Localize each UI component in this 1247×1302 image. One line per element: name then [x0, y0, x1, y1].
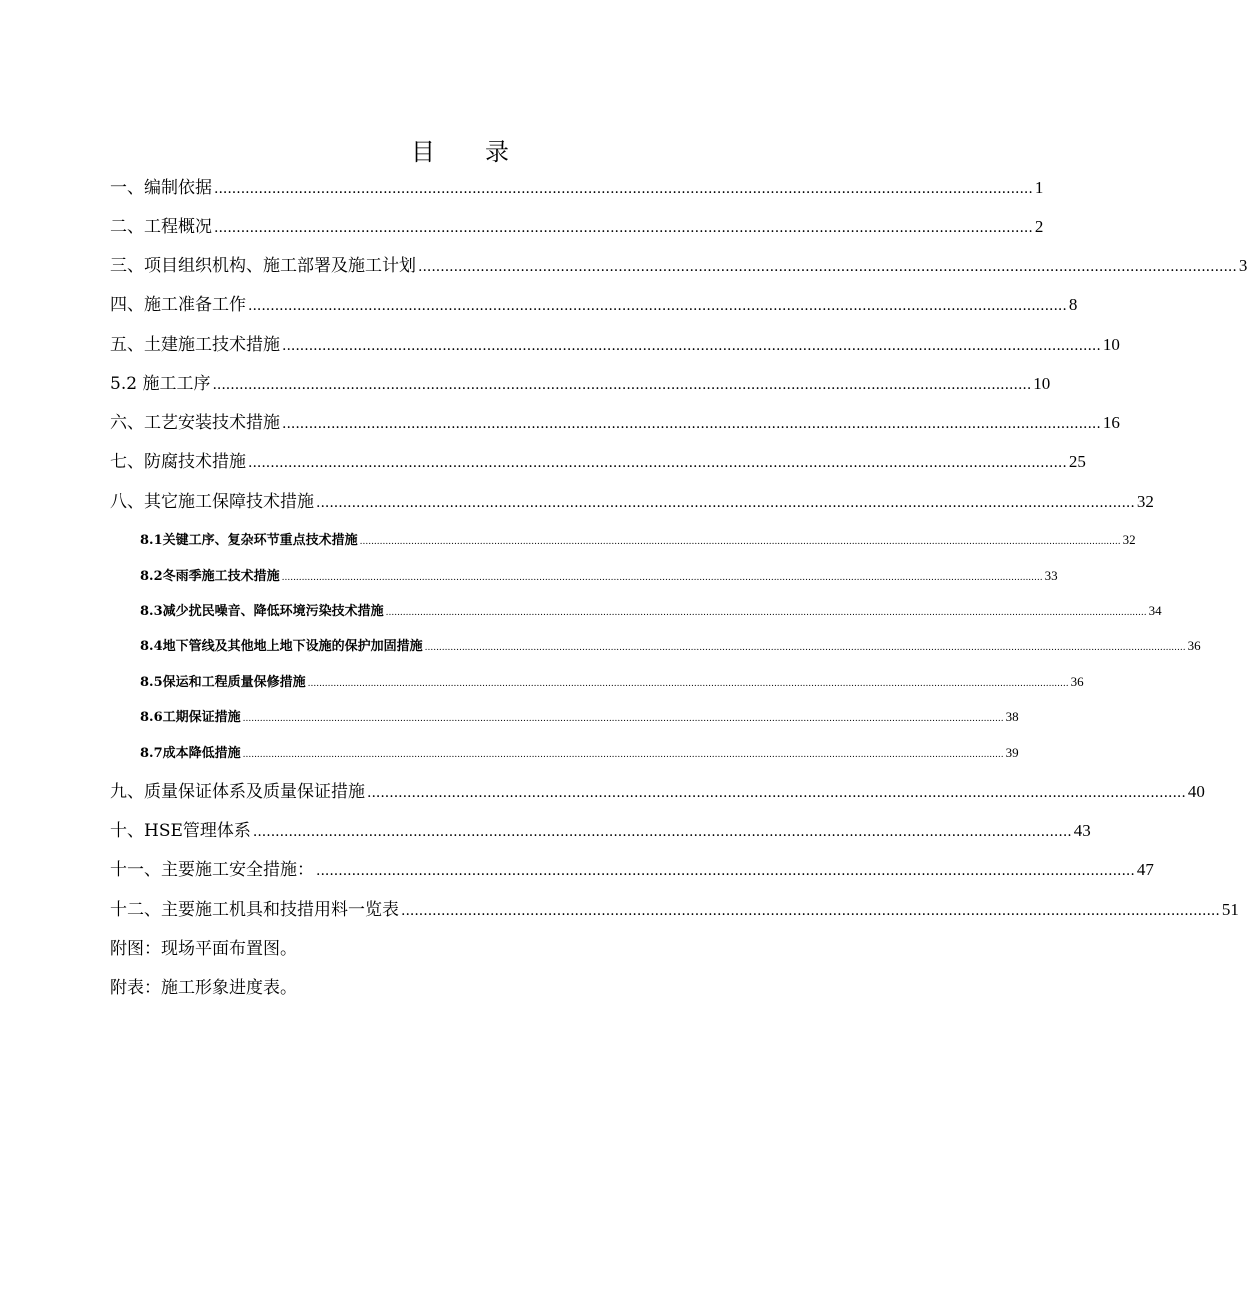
toc-entry-label: 8.7成本降低措施 [140, 746, 241, 761]
toc-entry-label: 8.2冬雨季施工技术措施 [140, 569, 280, 584]
toc-entry[interactable] [110, 898, 1239, 923]
dot-leader: ........................................................................................................................................................................................ [252, 824, 1072, 840]
dot-leader: ........................................................................................................................................................................................ [316, 863, 1135, 879]
toc-entry-page: 33 [1044, 568, 1058, 583]
toc-entry-page: 40 [1187, 782, 1205, 801]
dot-leader: ........................................................................................................................................................................................ [418, 259, 1237, 275]
dot-leader: .......................................................................................................................................................................................................................................................................... [242, 750, 1004, 760]
toc-entry-page: 51 [1221, 900, 1239, 919]
toc-entry-label: 一、编制依据 [110, 178, 212, 198]
toc-entry[interactable] [110, 490, 1154, 515]
toc-entry-page: 34 [1148, 603, 1162, 618]
toc-subentry[interactable] [140, 743, 1019, 765]
toc-entry[interactable] [110, 254, 1247, 279]
appendix-entry[interactable] [110, 976, 790, 1000]
dot-leader: ........................................................................................................................................................................................ [214, 181, 1033, 197]
toc-entry[interactable] [110, 293, 1078, 318]
toc-entry-label: 八、其它施工保障技术措施 [110, 492, 314, 512]
toc-entry-page: 8 [1068, 295, 1078, 314]
toc-entry-page: 3 [1238, 256, 1247, 275]
dot-leader: .......................................................................................................................................................................................................................................................................... [281, 573, 1043, 583]
toc-entry-page: 47 [1136, 860, 1154, 879]
toc-entry[interactable] [110, 858, 1154, 883]
toc-entry-page: 10 [1102, 335, 1120, 354]
toc-entry[interactable] [110, 176, 1044, 201]
dot-leader: .......................................................................................................................................................................................................................................................................... [385, 608, 1147, 618]
dot-leader: ........................................................................................................................................................................................ [282, 338, 1101, 354]
toc-entry-label: 8.1关键工序、复杂环节重点技术措施 [140, 533, 358, 548]
dot-leader: ........................................................................................................................................................................................ [282, 416, 1101, 432]
toc-entry-page: 10 [1033, 374, 1051, 393]
dot-leader: ........................................................................................................................................................................................ [401, 903, 1220, 919]
toc-entry-page: 25 [1068, 452, 1086, 471]
toc-subentry[interactable] [140, 672, 1084, 694]
dot-leader: .......................................................................................................................................................................................................................................................................... [242, 714, 1004, 724]
toc-entry[interactable] [110, 819, 1091, 844]
dot-leader: .......................................................................................................................................................................................................................................................................... [359, 537, 1121, 547]
toc-entry-page: 38 [1005, 709, 1019, 724]
dot-leader: ........................................................................................................................................................................................ [367, 785, 1186, 801]
toc-entry-label: 二、工程概况 [110, 217, 212, 237]
toc-entry-label: 五、土建施工技术措施 [110, 335, 280, 355]
toc-entry-label: 十二、主要施工机具和技措用料一览表 [110, 900, 399, 920]
title-char-1: 目 [411, 138, 435, 166]
toc-entry-page: 1 [1034, 178, 1044, 197]
appendix-label: 附表：施工形象进度表。 [110, 978, 297, 998]
toc-entry-page: 43 [1073, 821, 1091, 840]
dot-leader: ........................................................................................................................................................................................ [214, 220, 1033, 236]
toc-entry-label: 5.2 施工工序 [110, 374, 211, 394]
toc-entry[interactable] [110, 780, 1205, 805]
toc-entry[interactable] [110, 411, 1120, 436]
appendix-label: 附图：现场平面布置图。 [110, 939, 297, 959]
dot-leader: .......................................................................................................................................................................................................................................................................... [307, 679, 1069, 689]
toc-subentry[interactable] [140, 530, 1136, 552]
toc-entry-page: 32 [1122, 532, 1136, 547]
toc-entry-page: 39 [1005, 745, 1019, 760]
toc-entry-label: 8.3减少扰民噪音、降低环境污染技术措施 [140, 604, 384, 619]
toc-entry-label: 四、施工准备工作 [110, 295, 246, 315]
dot-leader: ........................................................................................................................................................................................ [248, 455, 1067, 471]
toc-entry-page: 32 [1136, 492, 1154, 511]
dot-leader: ........................................................................................................................................................................................ [316, 495, 1135, 511]
dot-leader: ........................................................................................................................................................................................ [248, 298, 1067, 314]
toc-entry-label: 8.5保运和工程质量保修措施 [140, 675, 306, 690]
toc-entry-label: 8.6工期保证措施 [140, 710, 241, 725]
toc-entry-page: 36 [1187, 638, 1201, 653]
toc-entry[interactable] [110, 333, 1120, 358]
toc-entry-page: 2 [1034, 217, 1044, 236]
toc-entry-label: 六、工艺安装技术措施 [110, 413, 280, 433]
appendix-entry[interactable] [110, 937, 790, 961]
toc-entry[interactable] [110, 372, 1051, 397]
toc-entry-label: 十、HSE管理体系 [110, 821, 251, 841]
toc-entry-page: 36 [1070, 674, 1084, 689]
page-title [0, 136, 920, 168]
toc-subentry[interactable] [140, 707, 1019, 729]
toc-entry-label: 8.4地下管线及其他地上地下设施的保护加固措施 [140, 639, 423, 654]
toc-entry-label: 九、质量保证体系及质量保证措施 [110, 782, 365, 802]
dot-leader: ........................................................................................................................................................................................ [212, 377, 1032, 393]
toc-entry-label: 十一、主要施工安全措施： [110, 860, 314, 880]
dot-leader: .......................................................................................................................................................................................................................................................................... [424, 643, 1186, 653]
toc-subentry[interactable] [140, 636, 1201, 658]
toc-entry-label: 三、项目组织机构、施工部署及施工计划 [110, 256, 416, 276]
toc-entry-page: 16 [1102, 413, 1120, 432]
toc-subentry[interactable] [140, 601, 1162, 623]
toc-entry[interactable] [110, 450, 1086, 475]
toc-entry-label: 七、防腐技术措施 [110, 452, 246, 472]
toc-entry[interactable] [110, 215, 1044, 240]
toc-subentry[interactable] [140, 566, 1058, 588]
title-char-2: 录 [485, 138, 509, 166]
